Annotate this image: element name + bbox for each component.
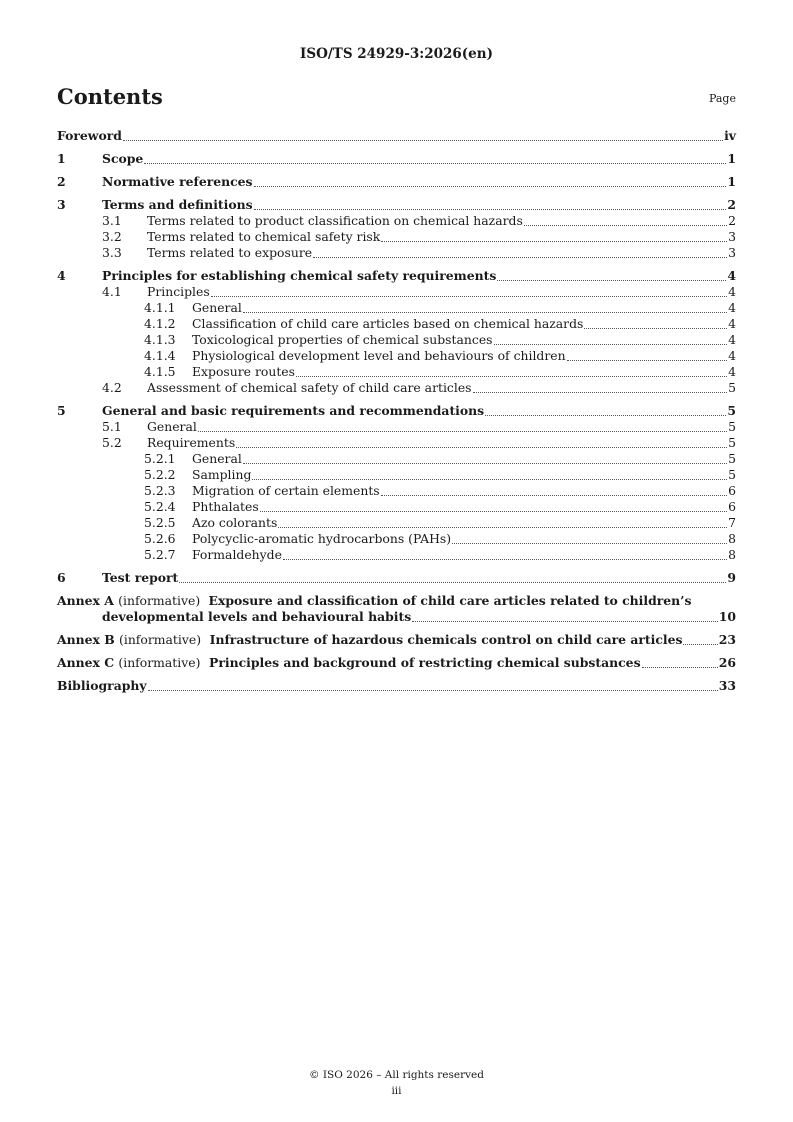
toc-entry-number: 4.1.1 <box>144 300 176 315</box>
dot-leader <box>236 447 727 448</box>
dot-leader <box>179 582 726 583</box>
toc-entry-5-2[interactable] <box>57 435 736 451</box>
dot-leader <box>473 392 728 393</box>
toc-entry-label: Azo colorants <box>192 515 278 530</box>
toc-entry-number: 4.1.3 <box>144 332 176 347</box>
toc-entry-page: 3 <box>728 245 736 260</box>
toc-entry-label-continued: developmental levels and behavioural habits <box>102 609 412 624</box>
dot-leader <box>524 225 727 226</box>
toc-entry-label: General <box>192 451 242 466</box>
toc-entry-page: 4 <box>728 332 736 347</box>
toc-entry-label: Phthalates <box>192 499 259 514</box>
toc-entry-label: Principles for establishing chemical safety requirements <box>102 268 497 283</box>
toc-entry-label: Principles <box>147 284 210 299</box>
toc-entry-page: 26 <box>718 655 736 670</box>
dot-leader <box>123 140 723 141</box>
toc-entry-label: Exposure and classification of child care articles related to children’s <box>208 593 692 608</box>
toc-entry-page: 5 <box>728 467 736 482</box>
toc-entry-label: Exposure routes <box>192 364 295 379</box>
dot-leader <box>252 479 727 480</box>
toc-entry-page: 6 <box>728 483 736 498</box>
toc-entry-page: 4 <box>728 316 736 331</box>
annex-name: Annex C <box>57 655 115 670</box>
toc-entry-number: 4.2 <box>102 380 122 395</box>
toc-entry-label: General and basic requirements and recommendations <box>102 403 485 418</box>
toc-entry-5-2-5[interactable] <box>57 515 736 531</box>
toc-entry-label: Migration of certain elements <box>192 483 380 498</box>
toc-entry-number: 5.1 <box>102 419 122 434</box>
dot-leader <box>412 621 718 622</box>
toc-entry-number: 5 <box>57 403 66 418</box>
annex-type: (informative) <box>118 655 201 670</box>
dot-leader <box>243 463 727 464</box>
toc-entry-number: 4.1.5 <box>144 364 176 379</box>
toc-entry-page: 5 <box>728 380 736 395</box>
toc-entry-label: Infrastructure of hazardous chemicals control on child care articles <box>209 632 683 647</box>
toc-entry-page: 5 <box>727 403 736 418</box>
dot-leader <box>485 415 726 416</box>
toc-entry-page: 10 <box>718 609 736 624</box>
toc-entry-page: 6 <box>728 499 736 514</box>
toc-entry-number: 6 <box>57 570 66 585</box>
toc-entry-label: Requirements <box>147 435 236 450</box>
toc-entry-5-1[interactable] <box>57 419 736 435</box>
toc-entry-page: 9 <box>727 570 736 585</box>
toc-entry-label: Normative references <box>102 174 253 189</box>
toc-entry-3-3[interactable] <box>57 245 736 261</box>
toc-entry-5-2-4[interactable] <box>57 499 736 515</box>
annex-type: (informative) <box>119 632 202 647</box>
toc-entry-page: 5 <box>728 435 736 450</box>
toc-entry-4-1-3[interactable] <box>57 332 736 348</box>
toc-entry-page: 4 <box>728 284 736 299</box>
toc-entry-label: Principles and background of restricting chemical substances <box>209 655 641 670</box>
toc-entry-number: 4 <box>57 268 66 283</box>
toc-entry-number: 3.3 <box>102 245 122 260</box>
toc-entry-number: 5.2.2 <box>144 467 176 482</box>
dot-leader <box>254 186 727 187</box>
toc-entry-annex-a[interactable] <box>57 593 736 625</box>
toc-entry-clause-5[interactable] <box>57 403 736 419</box>
dot-leader <box>254 209 727 210</box>
page-footer <box>0 1067 793 1099</box>
toc-entry-label: Formaldehyde <box>192 547 282 562</box>
toc-entry-number: 3.2 <box>102 229 122 244</box>
dot-leader <box>452 543 727 544</box>
toc-entry-page: 8 <box>728 547 736 562</box>
toc-entry-number: 1 <box>57 151 66 166</box>
toc-entry-page: 1 <box>727 174 736 189</box>
toc-entry-page: 23 <box>718 632 736 647</box>
toc-entry-page: 4 <box>728 348 736 363</box>
toc-entry-number: 5.2 <box>102 435 122 450</box>
toc-entry-5-2-7[interactable] <box>57 547 736 563</box>
toc-entry-bibliography[interactable] <box>57 678 736 694</box>
toc-entry-number: 5.2.4 <box>144 499 176 514</box>
toc-entry-3-1[interactable] <box>57 213 736 229</box>
toc-entry-4-1-1[interactable] <box>57 300 736 316</box>
dot-leader <box>243 312 727 313</box>
toc-entry-number: 5.2.5 <box>144 515 176 530</box>
toc-entry-4-1[interactable] <box>57 284 736 300</box>
toc-entry-label: Assessment of chemical safety of child care articles <box>147 380 472 395</box>
toc-entry-number: 3 <box>57 197 66 212</box>
toc-entry-page: 1 <box>727 151 736 166</box>
toc-entry-label: Classification of child care articles based on chemical hazards <box>192 316 584 331</box>
toc-entry-label: Terms related to chemical safety risk <box>147 229 381 244</box>
toc-entry-label: Scope <box>102 151 144 166</box>
dot-leader <box>278 527 727 528</box>
toc-entry-label: Sampling <box>192 467 252 482</box>
toc-entry-label: General <box>147 419 197 434</box>
dot-leader <box>313 257 727 258</box>
toc-entry-clause-4[interactable] <box>57 268 736 284</box>
toc-entry-5-2-1[interactable] <box>57 451 736 467</box>
copyright-notice: © ISO 2026 – All rights reserved <box>309 1069 484 1081</box>
toc-entry-label: Terms related to product classification on chemical hazards <box>147 213 523 228</box>
dot-leader <box>198 431 727 432</box>
toc-entry-label: Bibliography <box>57 678 147 693</box>
toc-entry-clause-2[interactable] <box>57 174 736 190</box>
dot-leader <box>148 690 718 691</box>
toc-entry-label: Polycyclic-aromatic hydrocarbons (PAHs) <box>192 531 452 546</box>
toc-entry-number: 5.2.3 <box>144 483 176 498</box>
dot-leader <box>683 644 717 645</box>
toc-entry-label: Toxicological properties of chemical substances <box>192 332 493 347</box>
toc-entry-clause-3[interactable] <box>57 197 736 213</box>
toc-entry-annex-b[interactable] <box>57 632 736 648</box>
toc-entry-4-1-2[interactable] <box>57 316 736 332</box>
table-of-contents <box>57 128 736 694</box>
page-title: Contents <box>57 84 163 109</box>
toc-entry-label: General <box>192 300 242 315</box>
toc-entry-5-2-3[interactable] <box>57 483 736 499</box>
toc-entry-annex-c[interactable] <box>57 655 736 671</box>
document-id-header: ISO/TS 24929-3:2026(en) <box>300 46 493 62</box>
dot-leader <box>211 296 727 297</box>
toc-entry-page: 5 <box>728 419 736 434</box>
toc-entry-number: 4.1.2 <box>144 316 176 331</box>
dot-leader <box>381 241 727 242</box>
toc-entry-number: 2 <box>57 174 66 189</box>
toc-entry-page: 2 <box>727 197 736 212</box>
toc-entry-page: 7 <box>728 515 736 530</box>
toc-entry-clause-1[interactable] <box>57 151 736 167</box>
toc-entry-label: Physiological development level and behaviours of children <box>192 348 566 363</box>
toc-entry-number: 3.1 <box>102 213 122 228</box>
toc-entry-foreword[interactable] <box>57 128 736 144</box>
toc-entry-clause-6[interactable] <box>57 570 736 586</box>
toc-entry-5-2-2[interactable] <box>57 467 736 483</box>
toc-entry-page: 3 <box>728 229 736 244</box>
dot-leader <box>381 495 727 496</box>
dot-leader <box>494 344 728 345</box>
dot-leader <box>283 559 727 560</box>
toc-entry-4-1-4[interactable] <box>57 348 736 364</box>
dot-leader <box>584 328 727 329</box>
toc-entry-page: 8 <box>728 531 736 546</box>
toc-entry-label: Foreword <box>57 128 122 143</box>
toc-entry-label: Terms related to exposure <box>147 245 313 260</box>
toc-entry-number: 4.1 <box>102 284 122 299</box>
annex-name: Annex B <box>57 632 115 647</box>
toc-entry-3-2[interactable] <box>57 229 736 245</box>
toc-entry-number: 5.2.1 <box>144 451 176 466</box>
toc-entry-page: 33 <box>718 678 736 693</box>
dot-leader <box>144 163 726 164</box>
dot-leader <box>260 511 727 512</box>
dot-leader <box>497 280 726 281</box>
toc-entry-page: 4 <box>728 300 736 315</box>
toc-entry-page: 4 <box>728 364 736 379</box>
page-number: iii <box>391 1085 402 1097</box>
toc-entry-page: 5 <box>728 451 736 466</box>
toc-entry-page: 4 <box>727 268 736 283</box>
toc-entry-label: Test report <box>102 570 179 585</box>
toc-entry-number: 5.2.7 <box>144 547 176 562</box>
toc-entry-number: 5.2.6 <box>144 531 176 546</box>
toc-entry-4-2[interactable] <box>57 380 736 396</box>
annex-name: Annex A <box>57 593 114 608</box>
page-column-label: Page <box>708 92 736 105</box>
annex-type: (informative) <box>118 593 201 608</box>
toc-entry-label: Terms and definitions <box>102 197 253 212</box>
toc-entry-page: 2 <box>728 213 736 228</box>
dot-leader <box>642 667 718 668</box>
toc-entry-number: 4.1.4 <box>144 348 176 363</box>
toc-entry-4-1-5[interactable] <box>57 364 736 380</box>
dot-leader <box>567 360 728 361</box>
dot-leader <box>296 376 727 377</box>
toc-entry-page: iv <box>724 128 736 143</box>
toc-entry-5-2-6[interactable] <box>57 531 736 547</box>
